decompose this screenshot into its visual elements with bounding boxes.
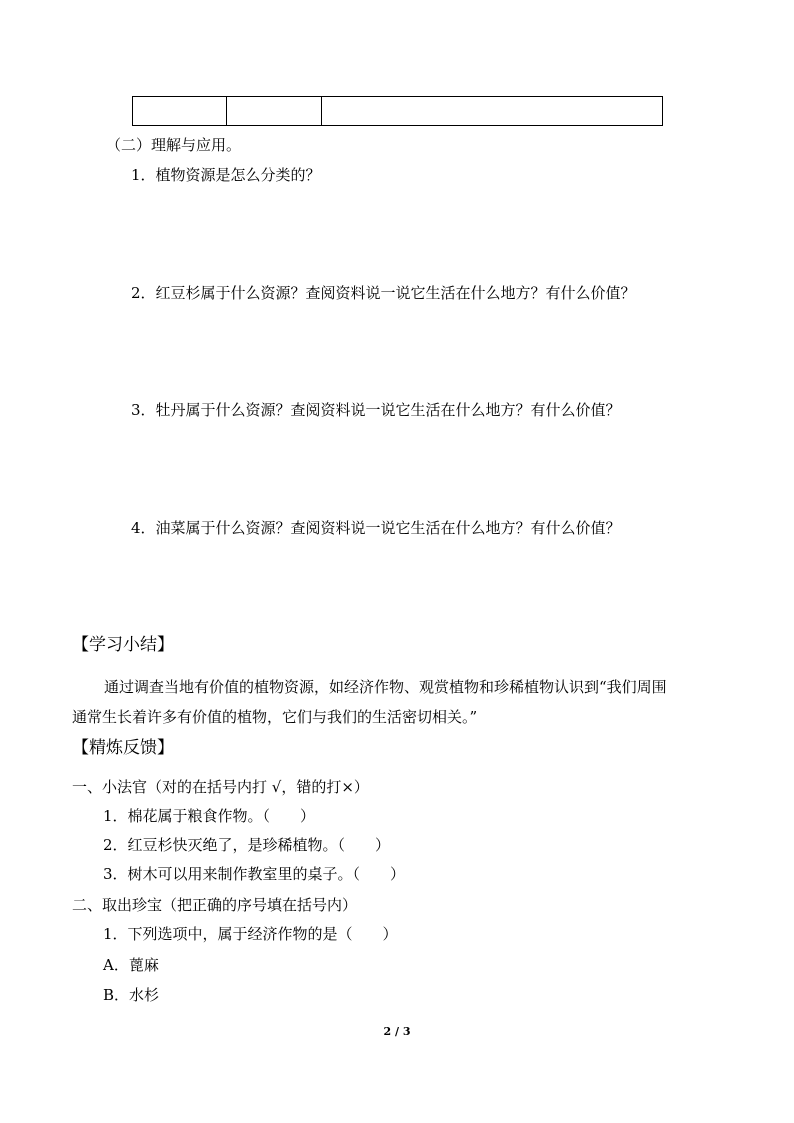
question-3: 3．牡丹属于什么资源？查阅资料说一说它生活在什么地方？有什么价值？	[131, 401, 621, 419]
table-row	[133, 97, 663, 126]
part1-item-3: 3．树木可以用来制作教室里的桌子。（ ）	[103, 865, 406, 883]
question-2: 2．红豆杉属于什么资源？查阅资料说一说它生活在什么地方？有什么价值？	[131, 284, 636, 302]
question-1: 1．植物资源是怎么分类的？	[131, 166, 321, 184]
summary-heading: 【学习小结】	[72, 635, 174, 655]
table-cell	[133, 97, 227, 126]
part2-question-1: 1．下列选项中，属于经济作物的是（ ）	[103, 925, 398, 943]
section-title-understanding: （二）理解与应用。	[106, 136, 242, 154]
question-4: 4．油菜属于什么资源？查阅资料说一说它生活在什么地方？有什么价值？	[131, 519, 621, 537]
feedback-heading: 【精炼反馈】	[72, 738, 174, 758]
page-number: 2 / 3	[383, 1025, 411, 1038]
option-a: A．蓖麻	[103, 956, 159, 974]
part2-title: 二、取出珍宝（把正确的序号填在括号内）	[72, 896, 358, 914]
part1-item-2: 2．红豆杉快灭绝了，是珍稀植物。（ ）	[103, 836, 391, 854]
option-b: B．水杉	[103, 986, 160, 1004]
table-cell	[322, 97, 663, 126]
part1-title: 一、小法官（对的在括号内打 √，错的打×）	[72, 778, 369, 796]
summary-line-1: 通过调查当地有价值的植物资源，如经济作物、观赏植物和珍稀植物认识到“我们周围	[104, 678, 667, 696]
part1-item-1: 1．棉花属于粮食作物。（ ）	[103, 807, 316, 825]
summary-line-2: 通常生长着许多有价值的植物，它们与我们的生活密切相关。”	[72, 708, 478, 726]
table-cell	[227, 97, 322, 126]
answer-table	[132, 96, 663, 126]
